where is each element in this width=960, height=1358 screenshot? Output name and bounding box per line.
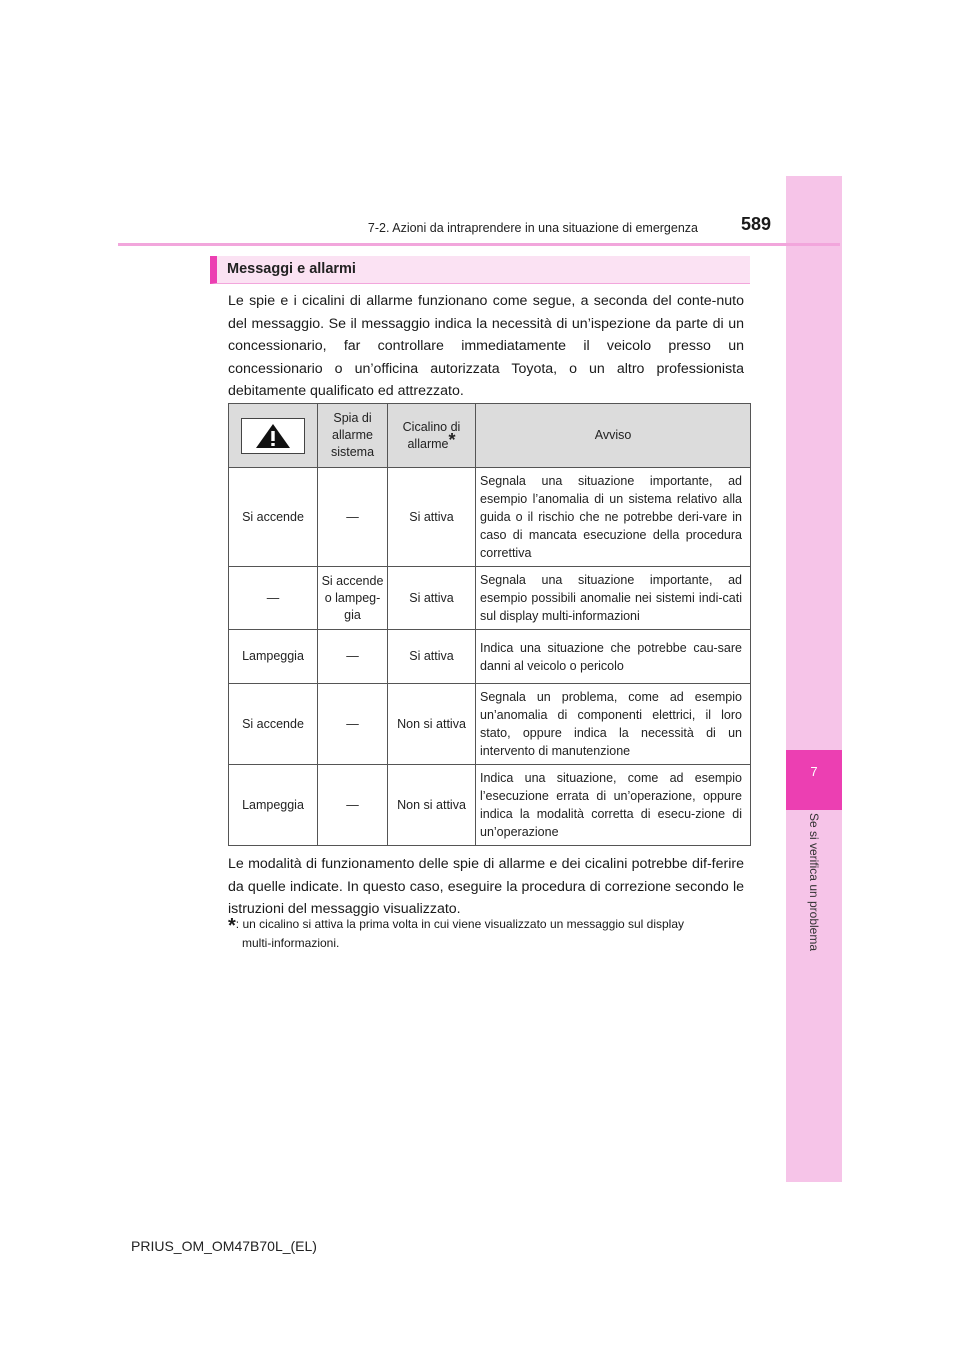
footnote-text-line1: : un cicalino si attiva la prima volta in cui viene visualizzato un messaggio sul display: [235, 917, 685, 931]
footnote-mark: *: [228, 915, 236, 937]
chapter-number: 7: [810, 764, 818, 779]
system-cell: —: [318, 684, 388, 765]
master-cell: Si accende: [229, 468, 318, 567]
notice-cell: Segnala un problema, come ad esempio un’anomalia di componenti elettrici, il loro stato, oppure indica la necessità di un intervento di manutenzione: [476, 684, 751, 765]
table-row: [229, 684, 751, 765]
table-row: [229, 630, 751, 684]
buzzer-cell: Si attiva: [388, 567, 476, 630]
notice-header: Avviso: [476, 404, 751, 468]
warning-triangle-icon: [241, 418, 305, 454]
master-cell: Lampeggia: [229, 765, 318, 846]
buzzer-header: Cicalino di allarme*: [388, 404, 476, 468]
system-cell: —: [318, 765, 388, 846]
header-title: 7-2. Azioni da intraprendere in una situazione di emergenza: [367, 221, 698, 235]
page-number: 589: [741, 214, 772, 234]
footnote: [228, 916, 748, 952]
master-cell: —: [229, 567, 318, 630]
outro-paragraph: Le modalità di funzionamento delle spie di allarme e dei cicalini potrebbe dif-ferire da quelle indicate. In questo caso, eseguire la procedura di correzione secondo le istruzioni del messaggio visualizzato.: [228, 856, 744, 917]
table-row: [229, 468, 751, 567]
chapter-side-tab: [786, 176, 842, 1182]
notice-cell: Segnala una situazione importante, ad esempio possibili anomalie nei sistemi indi-cati sul display multi-informazioni: [476, 567, 751, 630]
alarm-table: [228, 403, 751, 846]
section-heading: [210, 256, 750, 284]
notice-cell: Indica una situazione, come ad esempio l’esecuzione errata di un’operazione, oppure indica la modalità corretta di esecu-zione di un’operazione: [476, 765, 751, 846]
intro-paragraph: Le spie e i cicalini di allarme funzionano come segue, a seconda del conte-nuto del messaggio. Se il messaggio indica la necessità di un’ispezione da parte di un concessionario, far controllare immediatamente il veicolo presso un concessionario o un’officina autorizzata Toyota, o un altro professionista debitamente qualificato ed attrezzato.: [228, 293, 744, 399]
section-title: Messaggi e allarmi: [227, 261, 356, 277]
footnote-text-line2: multi-informazioni.: [242, 936, 340, 950]
buzzer-cell: Non si attiva: [388, 765, 476, 846]
master-warning-header: [229, 404, 318, 468]
buzzer-cell: Si attiva: [388, 630, 476, 684]
buzzer-cell: Si attiva: [388, 468, 476, 567]
system-light-header: Spia di allarme sistema: [318, 404, 388, 468]
chapter-title: Se si verifica un problema: [807, 812, 821, 952]
buzzer-footnote-mark: *: [448, 429, 456, 450]
master-cell: Lampeggia: [229, 630, 318, 684]
table-row: [229, 567, 751, 630]
system-cell: —: [318, 468, 388, 567]
system-cell: Si accende o lampeg-gia: [318, 567, 388, 630]
document-code: PRIUS_OM_OM47B70L_(EL): [131, 1238, 317, 1254]
buzzer-cell: Non si attiva: [388, 684, 476, 765]
chapter-number-tab: [786, 750, 842, 810]
notice-cell: Indica una situazione che potrebbe cau-sare danni al veicolo o pericolo: [476, 630, 751, 684]
table-header-row: [229, 404, 751, 468]
system-cell: —: [318, 630, 388, 684]
table-row: [229, 765, 751, 846]
header-rule: [118, 243, 840, 246]
master-cell: Si accende: [229, 684, 318, 765]
notice-cell: Segnala una situazione importante, ad esempio l’anomalia di un sistema relativo alla guida o il rischio che ne potrebbe deri-vare in caso di mancata esecuzione della procedura correttiva: [476, 468, 751, 567]
